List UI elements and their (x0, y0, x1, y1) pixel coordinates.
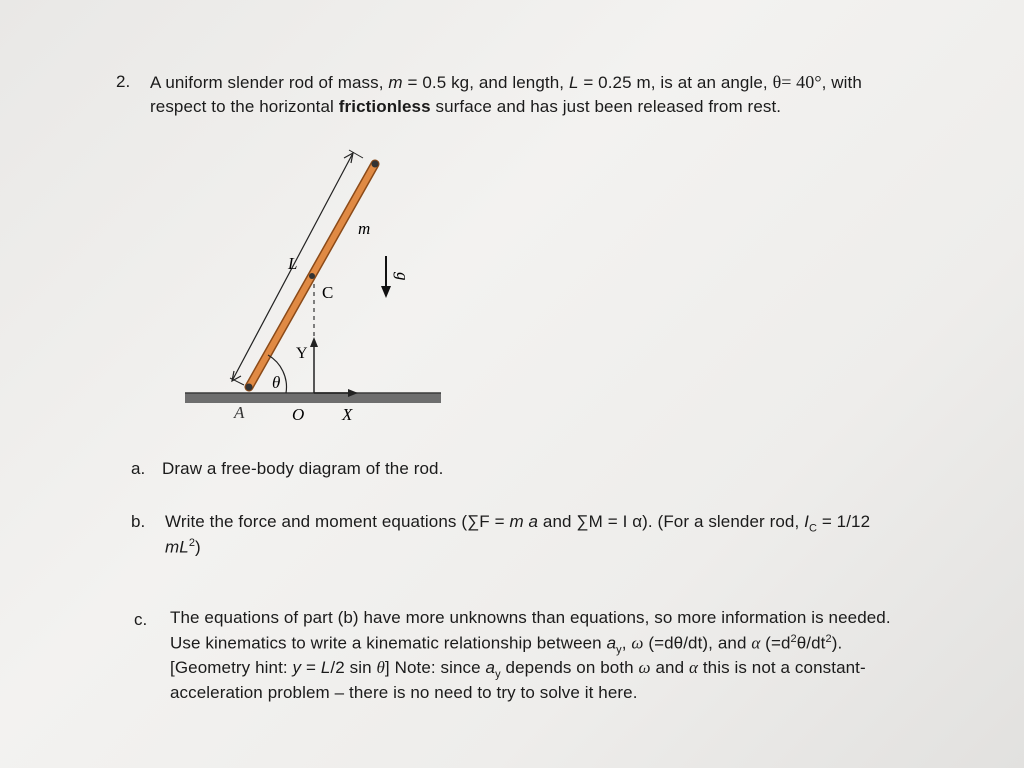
length-variable: L (568, 73, 579, 92)
rod-end-top (372, 161, 379, 168)
ay-symbol: a (606, 633, 617, 653)
part-a-label: a. (131, 459, 146, 478)
superscript: 2 (825, 633, 832, 645)
part-c-text: , (621, 633, 632, 653)
subscript: y (616, 644, 622, 657)
label-theta: θ (272, 373, 281, 392)
part-c-text: [Geometry hint: (170, 658, 293, 677)
part-c-label: c. (134, 610, 148, 629)
ay-symbol: a (485, 658, 496, 677)
problem-text: surface and has just been released from rest. (430, 97, 782, 116)
problem-number: 2. (116, 72, 131, 91)
problem-text: = 0.5 kg, and length, (402, 73, 569, 92)
label-L: L (288, 254, 298, 273)
label-O: O (292, 405, 305, 424)
inertia-symbol: I (804, 512, 809, 531)
rod-end-A (246, 384, 253, 391)
omega-symbol: ω (631, 633, 644, 653)
part-b-line-1 (165, 512, 870, 534)
label-X: X (342, 405, 353, 424)
emphasis-frictionless: frictionless (338, 97, 431, 116)
part-c-text: (=dθ/dt), and (643, 633, 752, 653)
ground-surface (185, 393, 441, 403)
part-c-text: /2 sin (330, 658, 377, 677)
label-m: m (358, 219, 371, 238)
problem-text: A uniform slender rod of mass, (150, 73, 389, 92)
L-symbol: L (320, 658, 331, 677)
part-c-line-3 (170, 658, 866, 680)
alpha-symbol: α (688, 658, 698, 677)
label-C: C (322, 283, 334, 302)
part-b-text: ) (195, 537, 201, 557)
part-c-text: ). (831, 633, 843, 653)
part-b-text: = 1/12 (817, 512, 871, 531)
alpha-symbol: α (751, 633, 761, 653)
problem-text: = 0.25 m, is at an angle, (578, 73, 773, 92)
theta-symbol: θ (376, 658, 385, 677)
part-b-text: Write the force and moment equations (∑F = (165, 512, 510, 531)
problem-text: respect to the horizontal (150, 97, 339, 116)
part-c-text: = (301, 658, 321, 677)
part-c-text: and (650, 658, 689, 677)
part-c-text: this is not a constant- (698, 658, 866, 677)
part-b-line-2 (165, 537, 201, 558)
inertia-subscript: C (808, 522, 817, 535)
part-b-text: and ∑M = I α). (For a slender rod, (538, 512, 805, 531)
superscript: 2 (790, 633, 797, 645)
subscript: y (495, 668, 501, 681)
mass-variable: m (388, 73, 403, 92)
part-c-line-1: The equations of part (b) have more unknowns than equations, so more information is needed. (170, 608, 891, 627)
part-c-line-2 (170, 633, 842, 656)
center-of-mass-point (309, 273, 315, 279)
part-c-text: θ/dt (796, 633, 826, 653)
label-Y: Y (296, 345, 308, 362)
part-c-text: (=d (760, 633, 791, 653)
part-a-text: Draw a free-body diagram of the rod. (162, 459, 444, 478)
part-c-text: depends on both (500, 658, 639, 677)
part-c-text: Use kinematics to write a kinematic relationship between (170, 633, 607, 653)
ma-term: m a (509, 512, 539, 531)
problem-text: , with (821, 73, 862, 92)
part-b-label: b. (131, 512, 146, 531)
angle-value: θ= 40° (772, 72, 822, 92)
superscript: 2 (188, 537, 196, 549)
omega-symbol: ω (638, 658, 651, 677)
label-g: g (393, 272, 412, 281)
y-symbol: y (292, 658, 302, 677)
mL-term: mL (165, 537, 189, 557)
part-c-text: ] Note: since (384, 658, 486, 677)
label-A: A (234, 403, 245, 422)
part-c-line-4: acceleration problem – there is no need to try to solve it here. (170, 683, 638, 702)
